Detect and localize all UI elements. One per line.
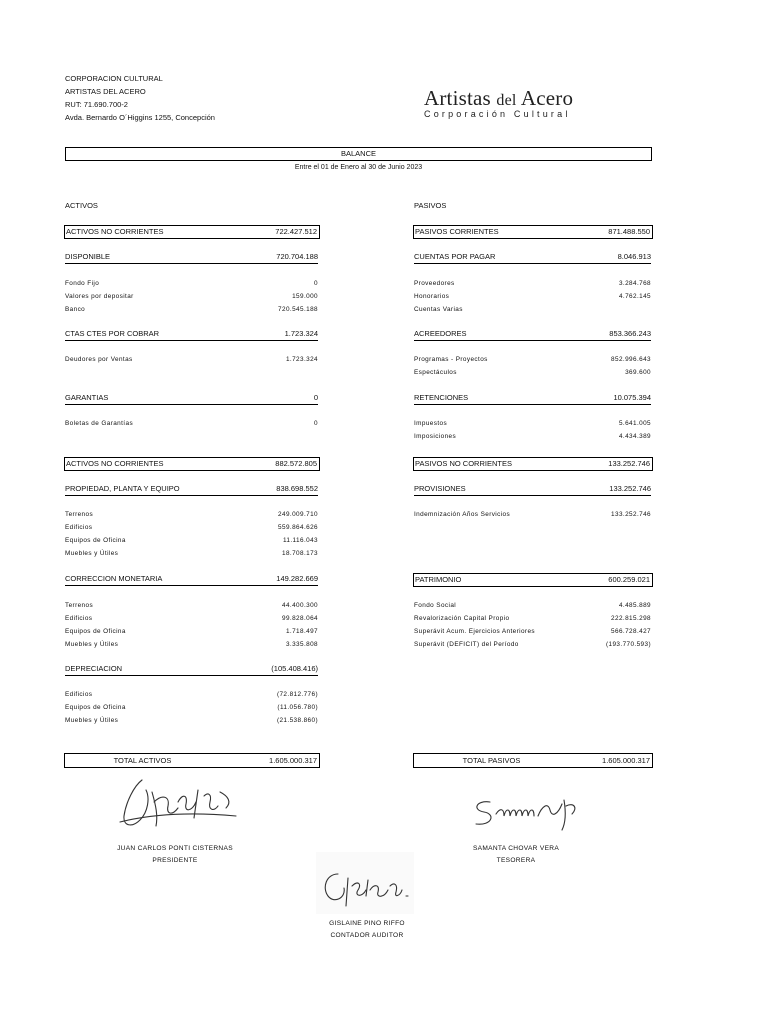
total-label: TOTAL ACTIVOS [113, 756, 172, 765]
list-item [65, 689, 318, 701]
row-value: 8.046.913 [617, 252, 651, 261]
list-item [65, 354, 318, 366]
list-item [65, 304, 318, 316]
activos-title: ACTIVOS [65, 201, 98, 210]
org-line-2: ARTISTAS DEL ACERO [65, 87, 146, 96]
row-label: Superávit (DEFICIT) del Período [414, 641, 519, 648]
signer-tesorera [466, 843, 566, 867]
row-value: 11.116.043 [282, 537, 318, 544]
row-label: Indemnización Años Servicios [414, 511, 511, 518]
row-value: 18.708.173 [282, 550, 318, 557]
row-value: 149.282.669 [276, 574, 318, 583]
list-item [65, 715, 318, 727]
row-label: Edificios [65, 691, 93, 698]
row-label: Equipos de Oficina [65, 704, 126, 711]
row-value: 0 [313, 393, 318, 402]
list-item [65, 291, 318, 303]
row-value: 0 [314, 280, 318, 287]
row-value: 600.259.021 [608, 575, 650, 584]
provisiones-header [414, 483, 651, 496]
ctas-cobrar-header [65, 328, 318, 341]
list-item [414, 304, 651, 316]
row-value: 222.815.298 [611, 615, 651, 622]
row-label: PASIVOS NO CORRIENTES [415, 459, 512, 468]
row-value: 566.728.427 [611, 628, 651, 635]
row-label: Honorarios [414, 293, 450, 300]
list-item [65, 418, 318, 430]
row-value: 720.704.188 [276, 252, 318, 261]
total-value: 1.605.000.317 [602, 756, 650, 765]
row-label: Muebles y Útiles [65, 641, 119, 648]
correccion-header [65, 573, 318, 586]
row-label: Fondo Social [414, 602, 457, 609]
row-label: Deudores por Ventas [65, 356, 133, 363]
list-item [65, 639, 318, 651]
pasivos-corrientes-header [413, 225, 653, 239]
activos-no-corrientes-header [64, 457, 320, 471]
list-item [414, 639, 651, 651]
row-value: 369.600 [625, 369, 651, 376]
row-value: 722.427.512 [275, 227, 317, 236]
row-value: 1.723.324 [284, 329, 318, 338]
total-activos [64, 753, 320, 768]
row-value: 0 [314, 420, 318, 427]
logo-wordmark: Artistas del Acero [424, 86, 574, 110]
propiedad-header [65, 483, 318, 496]
balance-title: BALANCE [65, 147, 652, 161]
signer-role: PRESIDENTE [152, 857, 198, 864]
row-label: CORRECCION MONETARIA [65, 574, 163, 583]
row-value: 852.996.643 [611, 356, 651, 363]
balance-period: Entre el 01 de Enero al 30 de Junio 2023 [294, 164, 423, 171]
row-label: Equipos de Oficina [65, 628, 126, 635]
row-label: Imposiciones [414, 433, 457, 440]
row-value: 5.641.005 [618, 420, 651, 427]
garantias-header [65, 392, 318, 405]
org-line-1: CORPORACION CULTURAL [65, 74, 163, 83]
signer-contador [317, 918, 417, 942]
row-label: CUENTAS POR PAGAR [414, 252, 496, 261]
list-item [414, 367, 651, 379]
organization-info [65, 72, 215, 124]
row-value: 249.009.710 [278, 511, 318, 518]
list-item [414, 600, 651, 612]
row-label: Revalorización Capital Propio [414, 615, 510, 622]
activos-corrientes-header [64, 225, 320, 239]
signature-contador [318, 866, 414, 912]
total-value: 1.605.000.317 [269, 756, 317, 765]
acreedores-header [414, 328, 651, 341]
row-label: Edificios [65, 524, 93, 531]
row-value: 1.723.324 [285, 356, 318, 363]
row-value: 1.718.497 [285, 628, 318, 635]
row-label: Programas - Proyectos [414, 356, 488, 363]
row-label: Fondo Fijo [65, 280, 100, 287]
disponible-header [65, 251, 318, 264]
row-label: Espectáculos [414, 369, 457, 376]
row-value: (21.538.860) [276, 717, 318, 724]
row-value: 133.252.746 [611, 511, 651, 518]
signature-tesorera [466, 792, 586, 834]
list-item [65, 522, 318, 534]
row-label: Valores por depositar [65, 293, 134, 300]
row-label: PROPIEDAD, PLANTA Y EQUIPO [65, 484, 180, 493]
signer-name: GISLAINE PINO RIFFO [329, 920, 405, 927]
depreciacion-header [65, 663, 318, 676]
patrimonio-header [413, 573, 653, 587]
row-label: DEPRECIACION [65, 664, 123, 673]
list-item [65, 613, 318, 625]
list-item [414, 291, 651, 303]
list-item [414, 509, 651, 521]
logo-subtitle: Corporación Cultural [424, 109, 571, 119]
row-label: ACREEDORES [414, 329, 467, 338]
row-label: Impuestos [414, 420, 448, 427]
row-value: 10.075.394 [613, 393, 651, 402]
row-value: (193.770.593) [606, 641, 651, 648]
list-item [414, 626, 651, 638]
row-label: Banco [65, 306, 86, 313]
company-logo [424, 86, 586, 119]
list-item [65, 535, 318, 547]
signature-presidente [112, 772, 242, 836]
row-value: 3.284.768 [618, 280, 651, 287]
row-label: GARANTIAS [65, 393, 109, 402]
signer-role: TESORERA [496, 857, 536, 864]
row-label: Proveedores [414, 280, 455, 287]
row-value: 871.488.550 [608, 227, 650, 236]
row-value: 4.762.145 [618, 293, 651, 300]
list-item [65, 626, 318, 638]
total-pasivos [413, 753, 653, 768]
row-label: Superávit Acum. Ejercicios Anteriores [414, 628, 535, 635]
cuentas-pagar-header [414, 251, 651, 264]
row-value: 44.400.300 [282, 602, 318, 609]
row-label: Equipos de Oficina [65, 537, 126, 544]
row-label: ACTIVOS NO CORRIENTES [66, 459, 164, 468]
row-label: Muebles y Útiles [65, 550, 119, 557]
row-value: (72.812.776) [276, 691, 318, 698]
row-value: 159.000 [292, 293, 318, 300]
list-item [65, 548, 318, 560]
row-value: 559.864.626 [278, 524, 318, 531]
pasivos-no-corrientes-header [413, 457, 653, 471]
row-label: PROVISIONES [414, 484, 466, 493]
row-label: Terrenos [65, 602, 94, 609]
row-label: DISPONIBLE [65, 252, 111, 261]
row-value: 838.698.552 [276, 484, 318, 493]
list-item [65, 278, 318, 290]
row-value: 882.572.805 [275, 459, 317, 468]
list-item [65, 702, 318, 714]
row-label: Muebles y Útiles [65, 717, 119, 724]
row-value: 133.252.746 [608, 459, 650, 468]
org-rut: RUT: 71.690.700-2 [65, 100, 128, 109]
row-value: 4.485.889 [618, 602, 651, 609]
row-label: RETENCIONES [414, 393, 469, 402]
list-item [414, 613, 651, 625]
list-item [65, 509, 318, 521]
row-label: PASIVOS CORRIENTES [415, 227, 499, 236]
row-value: 720.545.188 [278, 306, 318, 313]
signer-presidente [110, 843, 240, 867]
row-label: Cuentas Varias [414, 306, 463, 313]
signer-name: SAMANTA CHOVAR VERA [472, 845, 560, 852]
row-label: CTAS CTES POR COBRAR [65, 329, 160, 338]
signer-name: JUAN CARLOS PONTI CISTERNAS [117, 845, 233, 852]
total-label: TOTAL PASIVOS [462, 756, 521, 765]
row-label: Terrenos [65, 511, 94, 518]
row-label: Edificios [65, 615, 93, 622]
retenciones-header [414, 392, 651, 405]
list-item [414, 418, 651, 430]
org-address: Avda. Bernardo O´Higgins 1255, Concepción [65, 113, 215, 122]
list-item [65, 600, 318, 612]
row-label: ACTIVOS NO CORRIENTES [66, 227, 164, 236]
row-label: PATRIMONIO [415, 575, 462, 584]
row-value: 3.335.808 [285, 641, 318, 648]
row-value: 4.434.389 [618, 433, 651, 440]
list-item [414, 431, 651, 443]
row-value: (11.056.780) [277, 704, 318, 711]
row-value: (105.408.416) [271, 664, 318, 673]
signer-role: CONTADOR AUDITOR [330, 932, 404, 939]
row-value: 853.366.243 [609, 329, 651, 338]
row-label: Boletas de Garantías [65, 420, 134, 427]
row-value: 133.252.746 [609, 484, 651, 493]
list-item [414, 278, 651, 290]
pasivos-title: PASIVOS [414, 201, 447, 210]
list-item [414, 354, 651, 366]
row-value: 99.828.064 [282, 615, 318, 622]
